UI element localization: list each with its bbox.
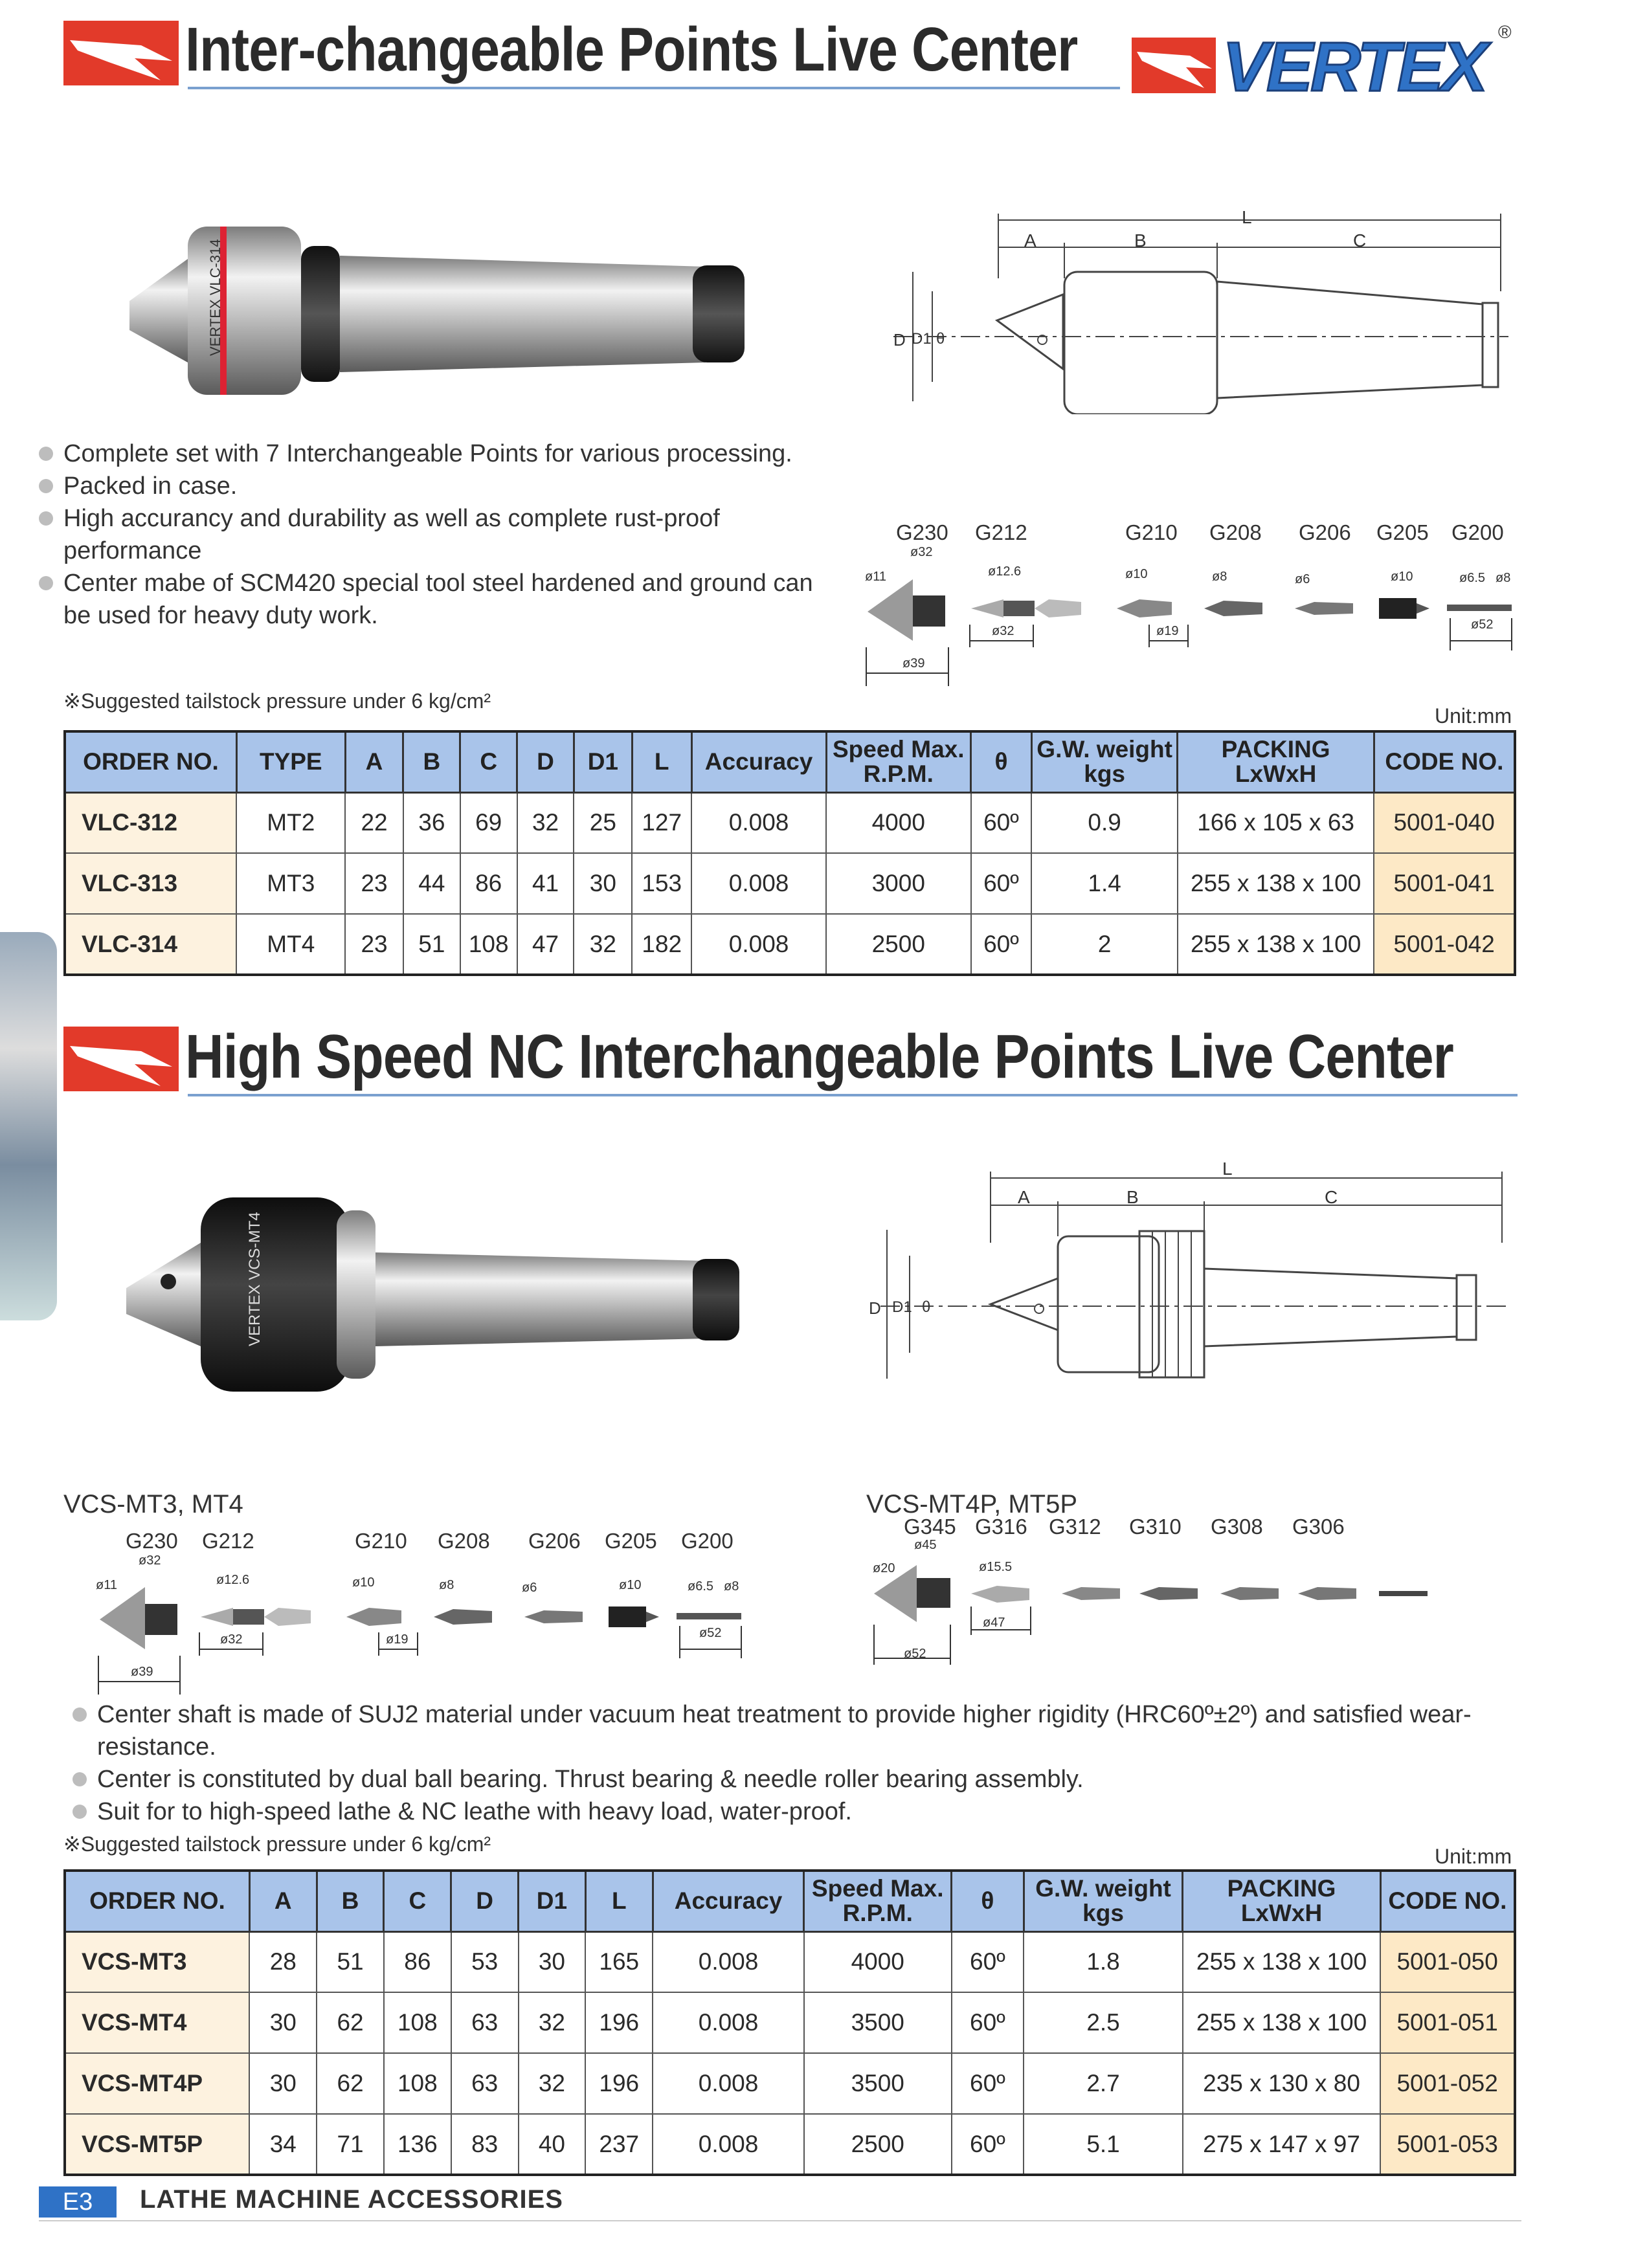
points-set-a [91,1529,764,1697]
table-cell: 30 [249,2053,317,2114]
table-cell: 127 [632,792,691,853]
table-cell: 2500 [826,914,971,975]
table-cell: 1.4 [1031,853,1178,914]
points-set-b [868,1515,1515,1683]
table-cell: 86 [384,1931,451,1992]
table-row [65,1992,1515,2053]
table-cell: MT4 [236,914,345,975]
points-set [855,518,1528,686]
dim-label: ø39 [131,1665,153,1679]
table-cell: 60º [971,853,1032,914]
table-cell: 5001-051 [1380,1992,1515,2053]
table-cell: 235 x 130 x 80 [1183,2053,1380,2114]
col-header: A [345,731,403,792]
table-cell: 51 [403,914,460,975]
point-label: G310 [1129,1515,1182,1539]
eagle-logo-icon [63,21,179,85]
dim-label: ø8 [724,1579,739,1594]
table-cell: VLC-312 [65,792,236,853]
dim-label-theta: θ [922,1298,931,1316]
pressure-note: ※Suggested tailstock pressure under 6 kg/cm² [63,1832,491,1856]
col-header: TYPE [236,731,345,792]
feature-list [39,438,816,632]
point-label: G212 [202,1529,254,1553]
table-cell: 0.008 [691,914,826,975]
table-cell: 4000 [804,1931,952,1992]
table-cell: 4000 [826,792,971,853]
dim-label-B: B [1134,230,1147,250]
col-header: D [517,731,574,792]
col-header: B [317,1871,384,1931]
col-header: Accuracy [691,731,826,792]
variant-label: VCS-MT3, MT4 [63,1490,243,1518]
table-cell: 5001-050 [1380,1931,1515,1992]
col-header: CODE NO. [1374,731,1515,792]
table-cell: 5001-042 [1374,914,1515,975]
table-cell: 108 [384,1992,451,2053]
table-cell: 3000 [826,853,971,914]
point-label: G345 [904,1515,956,1539]
table-cell: 60º [952,1931,1024,1992]
point-label: G200 [681,1529,734,1553]
col-header: CODE NO. [1380,1871,1515,1931]
col-header: ORDER NO. [65,1871,249,1931]
dim-label: ø32 [139,1553,161,1568]
table-cell: 69 [460,792,517,853]
nc-live-center-photo [123,1191,757,1405]
table-cell: 51 [317,1931,384,1992]
spec-table-vcs [63,1869,1516,2176]
dim-label: ø6 [1295,572,1310,586]
table-cell: 2.7 [1024,2053,1183,2114]
table-row [65,2114,1515,2175]
point-label: G312 [1049,1515,1101,1539]
dim-label: ø6 [522,1581,537,1595]
table-cell: 5001-040 [1374,792,1515,853]
title-underline [188,87,1120,89]
dim-label: ø10 [352,1575,375,1590]
table-cell: 196 [585,2053,653,2114]
col-header: C [460,731,517,792]
col-header: L [585,1871,653,1931]
page-number: E3 [39,2186,117,2218]
dim-label-C: C [1325,1187,1338,1207]
dim-label: ø6.5 [1459,571,1486,585]
table-cell: 255 x 138 x 100 [1178,914,1374,975]
table-cell: 53 [451,1931,519,1992]
col-header: θ [952,1871,1024,1931]
feature-list [73,1698,1523,1828]
table-cell: 63 [451,1992,519,2053]
dim-label: ø47 [983,1616,1005,1630]
dim-label: ø8 [1496,571,1511,585]
table-cell: 237 [585,2114,653,2175]
table-cell: 0.008 [653,1992,804,2053]
pressure-note: ※Suggested tailstock pressure under 6 kg/cm² [63,689,491,713]
dim-label: ø15.5 [979,1560,1013,1574]
table-cell: 0.008 [653,1931,804,1992]
table-cell: 71 [317,2114,384,2175]
point-label: G306 [1292,1515,1345,1539]
table-cell: 108 [460,914,517,975]
table-cell: 0.008 [691,792,826,853]
table-cell: 62 [317,2053,384,2114]
table-cell: 30 [249,1992,317,2053]
feature-item: Complete set with 7 Interchangeable Points for various processing. [39,438,816,470]
dim-label-D: D [869,1298,881,1318]
table-cell: 0.9 [1031,792,1178,853]
footer-category: LATHE MACHINE ACCESSORIES [140,2185,563,2214]
table-cell: 3500 [804,2053,952,2114]
brand-name: VERTEX [1222,27,1486,106]
col-header: G.W. weight kgs [1031,731,1178,792]
dim-label-B: B [1126,1187,1139,1207]
point-label: G230 [126,1529,178,1553]
dim-label: ø12.6 [988,564,1022,579]
point-label: G210 [1125,520,1178,544]
table-cell: 34 [249,2114,317,2175]
table-cell: 22 [345,792,403,853]
point-label: G208 [1209,520,1262,544]
dim-label: ø10 [1125,567,1148,581]
col-header: PACKING LxWxH [1183,1871,1380,1931]
dim-label-D: D [893,330,906,350]
table-cell: 3500 [804,1992,952,2053]
dim-label: ø10 [619,1578,642,1592]
point-label: G205 [605,1529,657,1553]
table-cell: VCS-MT3 [65,1931,249,1992]
point-label: G212 [975,520,1027,544]
dim-label: ø19 [386,1632,409,1647]
table-cell: 32 [517,792,574,853]
table-cell: 44 [403,853,460,914]
feature-item: High accurancy and durability as well as complete rust-proof performance [39,502,816,567]
dim-label: ø11 [865,570,886,584]
table-cell: VLC-313 [65,853,236,914]
table-cell: 2.5 [1024,1992,1183,2053]
brand-logo [1132,22,1520,106]
point-label: G308 [1211,1515,1263,1539]
col-header: ORDER NO. [65,731,236,792]
table-cell: 60º [971,914,1032,975]
dim-label: ø8 [1212,570,1227,584]
dim-label: ø39 [902,656,925,671]
table-cell: 60º [952,1992,1024,2053]
feature-item: Suit for to high-speed lathe & NC leathe with heavy load, water-proof. [73,1796,1523,1828]
dim-label-D1: D1 [892,1298,912,1316]
col-header: Accuracy [653,1871,804,1931]
feature-item: Packed in case. [39,470,816,502]
table-cell: 255 x 138 x 100 [1178,853,1374,914]
table-cell: 2 [1031,914,1178,975]
dim-label-L: L [1222,1159,1233,1179]
table-cell: 32 [574,914,632,975]
point-label: G230 [896,520,948,544]
table-cell: 255 x 138 x 100 [1183,1992,1380,2053]
table-cell: MT2 [236,792,345,853]
table-cell: 196 [585,1992,653,2053]
dim-label: ø12.6 [216,1573,250,1587]
point-label: G206 [528,1529,581,1553]
dimension-diagram [855,207,1515,414]
point-label: G200 [1451,520,1504,544]
table-cell: 30 [519,1931,586,1992]
table-row [65,792,1515,853]
dim-label: ø32 [910,545,933,559]
table-cell: VCS-MT4P [65,2053,249,2114]
dim-label: ø8 [439,1578,454,1592]
feature-item: Center mabe of SCM420 special tool steel hardened and ground can be used for heavy duty work. [39,567,816,632]
table-row [65,914,1515,975]
table-row [65,853,1515,914]
product-marking: VERTEX VLC-314 [207,239,223,356]
table-cell: 30 [574,853,632,914]
dim-label-C: C [1353,230,1367,250]
table-cell: 28 [249,1931,317,1992]
table-cell: 86 [460,853,517,914]
dim-label-A: A [1024,230,1036,250]
table-cell: 153 [632,853,691,914]
page-title: Inter-changeable Points Live Center [185,15,1078,84]
table-cell: MT3 [236,853,345,914]
dim-label: ø19 [1156,624,1179,638]
table-cell: 5001-052 [1380,2053,1515,2114]
table-cell: 60º [952,2053,1024,2114]
dim-label: ø11 [96,1578,117,1592]
table-cell: 41 [517,853,574,914]
col-header: Speed Max. R.P.M. [804,1871,952,1931]
table-cell: 60º [971,792,1032,853]
table-cell: 83 [451,2114,519,2175]
col-header: D1 [574,731,632,792]
dim-label: ø32 [220,1632,243,1647]
table-cell: 5001-053 [1380,2114,1515,2175]
table-cell: 40 [519,2114,586,2175]
table-cell: 5001-041 [1374,853,1515,914]
point-label: G208 [438,1529,490,1553]
table-cell: 165 [585,1931,653,1992]
table-cell: 23 [345,853,403,914]
table-cell: 23 [345,914,403,975]
col-header: Speed Max. R.P.M. [826,731,971,792]
unit-label: Unit:mm [1435,1845,1512,1868]
col-header: θ [971,731,1032,792]
table-cell: 5.1 [1024,2114,1183,2175]
dim-label-D1: D1 [912,330,932,348]
table-cell: VCS-MT5P [65,2114,249,2175]
point-label: G210 [355,1529,407,1553]
col-header: C [384,1871,451,1931]
table-cell: 182 [632,914,691,975]
col-header: D1 [519,1871,586,1931]
dim-label-theta: θ [936,330,945,348]
table-cell: 255 x 138 x 100 [1183,1931,1380,1992]
table-row [65,1931,1515,1992]
dim-label-A: A [1018,1187,1030,1207]
feature-item: Center is constituted by dual ball bearing. Thrust bearing & needle roller bearing assembly. [73,1763,1523,1796]
table-cell: 275 x 147 x 97 [1183,2114,1380,2175]
col-header: PACKING LxWxH [1178,731,1374,792]
table-cell: VCS-MT4 [65,1992,249,2053]
table-cell: 47 [517,914,574,975]
table-cell: 136 [384,2114,451,2175]
dimension-diagram [855,1159,1515,1392]
table-cell: 32 [519,1992,586,2053]
table-cell: VLC-314 [65,914,236,975]
col-header: D [451,1871,519,1931]
table-row [65,2053,1515,2114]
col-header: L [632,731,691,792]
live-center-photo [123,207,757,421]
col-header: G.W. weight kgs [1024,1871,1183,1931]
variant-label: VCS-MT4P, MT5P [866,1490,1077,1518]
product-marking: VERTEX VCS-MT4 [246,1212,263,1346]
eagle-logo-icon [63,1027,179,1091]
dim-label: ø52 [1471,617,1494,632]
dim-label: ø20 [873,1561,895,1575]
point-label: G206 [1299,520,1351,544]
dim-label: ø10 [1391,570,1413,584]
table-cell: 2500 [804,2114,952,2175]
table-cell: 25 [574,792,632,853]
side-tab-image [0,932,57,1320]
dim-label: ø52 [904,1647,926,1661]
table-cell: 0.008 [653,2053,804,2114]
table-cell: 0.008 [691,853,826,914]
dim-label: ø32 [992,624,1014,638]
section-title: High Speed NC Interchangeable Points Live Center [185,1022,1453,1091]
table-cell: 0.008 [653,2114,804,2175]
footer-rule [39,2220,1521,2221]
table-cell: 108 [384,2053,451,2114]
dim-label: ø52 [699,1626,722,1640]
table-cell: 63 [451,2053,519,2114]
table-cell: 60º [952,2114,1024,2175]
col-header: A [249,1871,317,1931]
dim-label: ø6.5 [688,1579,714,1594]
table-cell: 166 x 105 x 63 [1178,792,1374,853]
table-cell: 36 [403,792,460,853]
table-cell: 1.8 [1024,1931,1183,1992]
table-cell: 32 [519,2053,586,2114]
registered-mark: ® [1498,22,1512,42]
point-label: G316 [975,1515,1027,1539]
feature-item: Center shaft is made of SUJ2 material under vacuum heat treatment to provide higher rigidity (HRC60º±2º) and satisfied wear-resistance. [73,1698,1523,1763]
unit-label: Unit:mm [1435,704,1512,728]
title-underline [188,1094,1518,1096]
table-cell: 62 [317,1992,384,2053]
dim-label-L: L [1242,207,1252,227]
col-header: B [403,731,460,792]
dim-label: ø45 [914,1538,937,1552]
spec-table-vlc [63,730,1516,976]
point-label: G205 [1376,520,1429,544]
